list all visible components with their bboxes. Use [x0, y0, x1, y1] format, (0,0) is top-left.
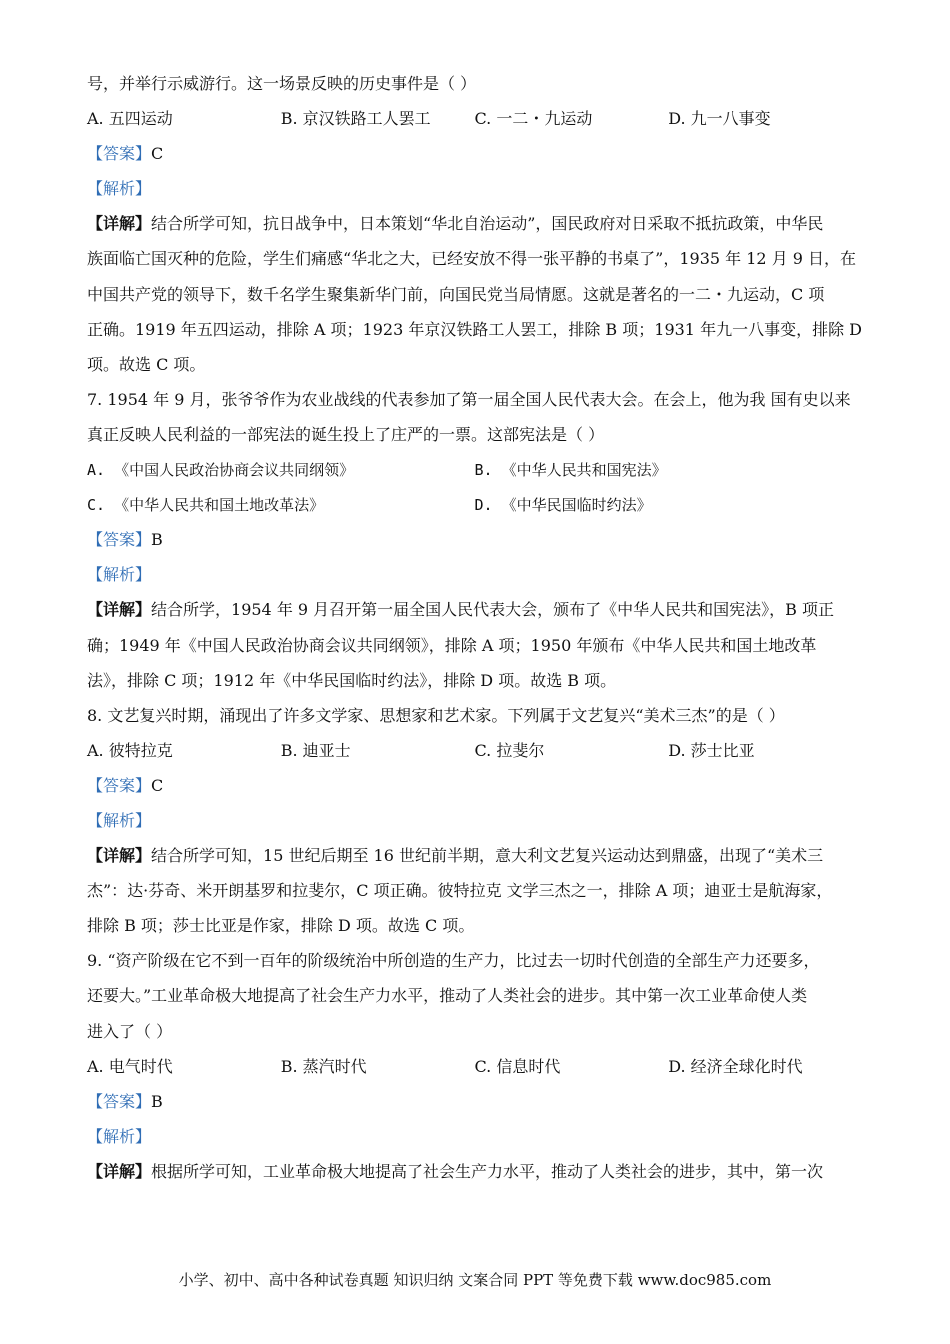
answer-tag: 【答案】: [87, 775, 152, 795]
q6-option-d: D. 九一八事变: [668, 109, 771, 129]
q7-detail-2: 确；1949 年《中国人民政治协商会议共同纲领》，排除 A 项；1950 年颁布《中华人民共和国土地改革: [87, 635, 817, 655]
q9-answer-value: B: [151, 1091, 163, 1111]
q7-option-d: D. 《中华民国临时约法》: [474, 496, 652, 515]
detail-tag: 【详解】: [87, 846, 152, 866]
analysis-tag: 【解析】: [87, 810, 152, 830]
q8-option-d: D. 莎士比亚: [668, 740, 755, 760]
q9-options: [87, 1055, 862, 1079]
q8-answer-value: C: [151, 775, 164, 795]
q6-detail-1: [87, 212, 862, 236]
q6-detail-2: 族面临亡国灭种的危险，学生们痛感“华北之大，已经安放不得一张平静的书桌了”，1935 年 12 月 9 日，在: [87, 249, 857, 269]
q9-option-c: C. 信息时代: [474, 1056, 561, 1076]
q7-detail-3: 法》，排除 C 项；1912 年《中华民国临时约法》，排除 D 项。故选 B 项。: [87, 670, 617, 690]
q9-option-b: B. 蒸汽时代: [280, 1056, 367, 1076]
q9-option-d: D. 经济全球化时代: [668, 1056, 803, 1076]
answer-tag: 【答案】: [87, 530, 152, 550]
q6-stem-tail: 号，并举行示威游行。这一场景反映的历史事件是（ ）: [87, 74, 477, 93]
answer-tag: 【答案】: [87, 144, 152, 164]
q6-detail-3: 中国共产党的领导下，数千名学生聚集新华门前，向国民党当局情愿。这就是著名的一二・九运动，C 项: [87, 284, 825, 304]
q8-option-c: C. 拉斐尔: [474, 740, 545, 760]
q9-detail-text-1: 根据所学可知，工业革命极大地提高了社会生产力水平，推动了人类社会的进步，其中，第一次: [151, 1161, 824, 1181]
q6-option-a: A. 五四运动: [87, 109, 173, 129]
q9-option-a: A. 电气时代: [87, 1056, 173, 1076]
q8-analysis: [87, 809, 862, 833]
q6-detail-text-1: 结合所学可知，抗日战争中，日本策划“华北自治运动”，国民政府对日采取不抵抗政策，中华民: [151, 214, 824, 234]
detail-tag: 【详解】: [87, 600, 152, 620]
q9-analysis: [87, 1125, 862, 1149]
page-footer: 小学、初中、高中各种试卷真题 知识归纳 文案合同 PPT 等免费下载 www.doc985.com: [178, 1271, 772, 1289]
q7-answer: [87, 528, 862, 552]
q8-detail-text-1: 结合所学可知，15 世纪后期至 16 世纪前半期，意大利文艺复兴运动达到鼎盛，出现了“美术三: [151, 846, 824, 866]
q8-detail-1: [87, 844, 862, 868]
detail-tag: 【详解】: [87, 214, 152, 234]
q6-detail-4: 正确。1919 年五四运动，排除 A 项；1923 年京汉铁路工人罢工，排除 B 项；1931 年九一八事变，排除 D: [87, 319, 862, 339]
q8-option-b: B. 迪亚士: [280, 740, 351, 760]
q6-option-b: B. 京汉铁路工人罢工: [280, 109, 431, 129]
q7-stem-2: 真正反映人民利益的一部宪法的诞生投上了庄严的一票。这部宪法是（ ）: [87, 424, 605, 444]
q7-option-a: A. 《中国人民政治协商会议共同纲领》: [87, 461, 355, 480]
q7-option-c: C. 《中华人民共和国土地改革法》: [87, 496, 325, 515]
q7-detail-text-1: 结合所学，1954 年 9 月召开第一届全国人民代表大会，颁布了《中华人民共和国宪法》，B 项正: [151, 600, 835, 620]
answer-tag: 【答案】: [87, 1091, 152, 1111]
q8-stem-1: 8. 文艺复兴时期，涌现出了许多文学家、思想家和艺术家。下列属于文艺复兴“美术三杰”的是（ ）: [87, 705, 785, 725]
q7-detail-1: [87, 598, 862, 622]
q7-analysis: [87, 563, 862, 587]
q9-detail-1: [87, 1160, 862, 1184]
q6-option-c: C. 一二・九运动: [474, 109, 593, 129]
q7-options-row-1: [87, 458, 862, 482]
q8-detail-3: 排除 B 项；莎士比亚是作家，排除 D 项。故选 C 项。: [87, 916, 475, 936]
q6-answer: [87, 142, 862, 166]
q9-stem-2: 还要大。”工业革命极大地提高了社会生产力水平，推动了人类社会的进步。其中第一次工业革命使人类: [87, 986, 808, 1006]
q8-options: [87, 739, 862, 763]
q7-options-row-2: [87, 493, 862, 517]
detail-tag: 【详解】: [87, 1161, 152, 1181]
analysis-tag: 【解析】: [87, 179, 152, 199]
q9-stem-1: 9. “资产阶级在它不到一百年的阶级统治中所创造的生产力，比过去一切时代创造的全部生产力还要多，: [87, 951, 820, 971]
analysis-tag: 【解析】: [87, 1126, 152, 1146]
q7-option-b: B. 《中华人民共和国宪法》: [474, 461, 667, 480]
q7-answer-value: B: [151, 530, 163, 550]
q8-answer: [87, 774, 862, 798]
q6-detail-5: 项。故选 C 项。: [87, 354, 206, 374]
q8-detail-2: 杰”：达·芬奇、米开朗基罗和拉斐尔，C 项正确。彼特拉克 文学三杰之一，排除 A 项；迪亚士是航海家，: [87, 881, 833, 901]
q9-stem-3: 进入了（ ）: [87, 1021, 173, 1041]
q6-answer-value: C: [151, 144, 164, 164]
q6-analysis: [87, 177, 862, 201]
q8-option-a: A. 彼特拉克: [87, 740, 173, 760]
q7-stem-1: 7. 1954 年 9 月，张爷爷作为农业战线的代表参加了第一届全国人民代表大会。在会上，他为我 国有史以来: [87, 389, 851, 409]
q9-answer: [87, 1090, 862, 1114]
analysis-tag: 【解析】: [87, 565, 152, 585]
q6-options: [87, 107, 862, 131]
exam-page: [87, 72, 862, 1195]
